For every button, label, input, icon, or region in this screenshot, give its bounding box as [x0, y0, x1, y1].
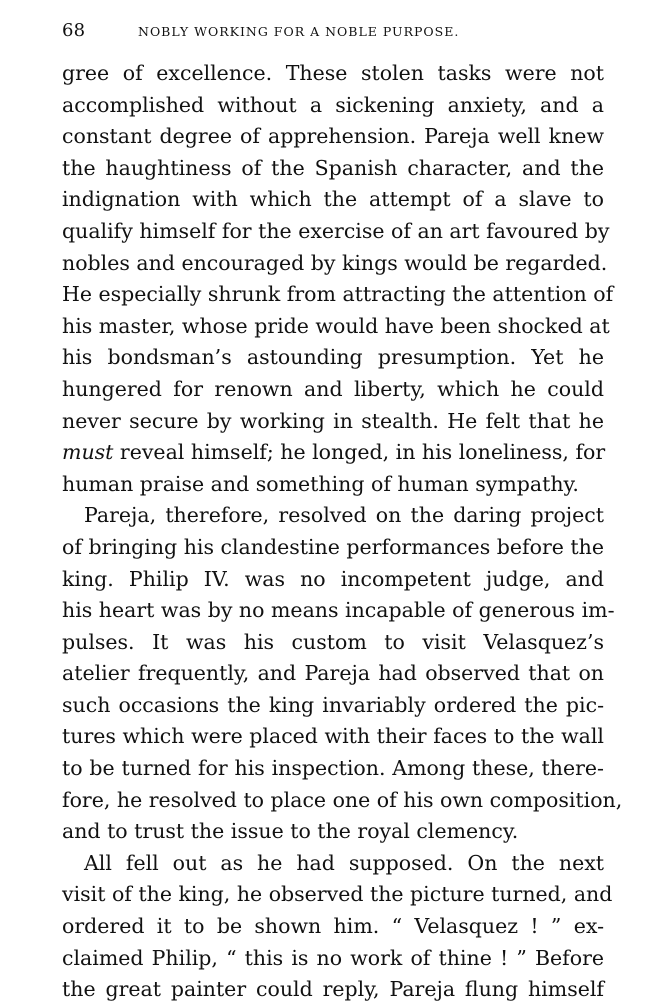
text-line: his heart was by no means incapable of generous im-: [62, 598, 615, 623]
text-line: fore, he resolved to place one of his own composition,: [62, 787, 623, 812]
text-line: ordered it to be shown him. “ Velasquez ! ” ex-: [62, 914, 604, 939]
text-line: gree of excellence. These stolen tasks were not: [62, 61, 604, 85]
paragraph: [62, 848, 613, 1006]
text-line: human praise and something of human sympathy.: [62, 471, 579, 496]
body-text: [62, 58, 623, 1006]
text-line: accomplished without a sickening anxiety, and a: [62, 92, 604, 117]
text-line: such occasions the king invariably ordered the pic-: [62, 692, 604, 717]
text-line: visit of the king, he observed the picture turned, and: [62, 882, 613, 907]
text-line: tures which were placed with their faces to the wall: [62, 724, 604, 749]
running-head: NOBLY WORKING FOR A NOBLE PURPOSE.: [138, 24, 460, 39]
page-number: 68: [62, 20, 86, 41]
text-line: to be turned for his inspection. Among these, there-: [62, 756, 604, 781]
text-line-with-italic: [62, 437, 604, 469]
text-line: nobles and encouraged by kings would be regarded.: [62, 250, 608, 275]
text-line: of bringing his clandestine performances before the: [62, 534, 604, 559]
text-line: claimed Philip, “ this is no work of thine ! ” Before: [62, 945, 604, 970]
book-page: [62, 14, 623, 1006]
text-line: the great painter could reply, Pareja flung himself: [62, 977, 604, 1002]
text-line: king. Philip IV. was no incompetent judge, and: [62, 566, 604, 591]
text-line: constant degree of apprehension. Pareja well knew: [62, 124, 604, 149]
text-line: the haughtiness of the Spanish character, and the: [62, 155, 604, 180]
text-line: and to trust the issue to the royal clemency.: [62, 819, 519, 844]
text-line: atelier frequently, and Pareja had observed that on: [62, 661, 604, 686]
text-line: Pareja, therefore, resolved on the daring project: [84, 503, 604, 528]
text-fragment: reveal himself; he longed, in his loneliness, for: [113, 440, 606, 465]
text-line: never secure by working in stealth. He felt that he: [62, 408, 604, 433]
text-line: pulses. It was his custom to visit Velasquez’s: [62, 629, 604, 654]
text-line: his bondsman’s astounding presumption. Yet he: [62, 345, 604, 370]
text-line: hungered for renown and liberty, which he could: [62, 376, 604, 401]
text-line: All fell out as he had supposed. On the next: [84, 850, 604, 875]
italic-word: must: [62, 440, 114, 465]
paragraph: [62, 58, 614, 500]
text-line: his master, whose pride would have been shocked at: [62, 313, 610, 338]
paragraph: [62, 500, 623, 848]
page-header: [62, 14, 606, 58]
text-line: indignation with which the attempt of a slave to: [62, 187, 604, 212]
text-line: qualify himself for the exercise of an art favoured by: [62, 218, 610, 243]
text-line: He especially shrunk from attracting the attention of: [62, 282, 614, 307]
